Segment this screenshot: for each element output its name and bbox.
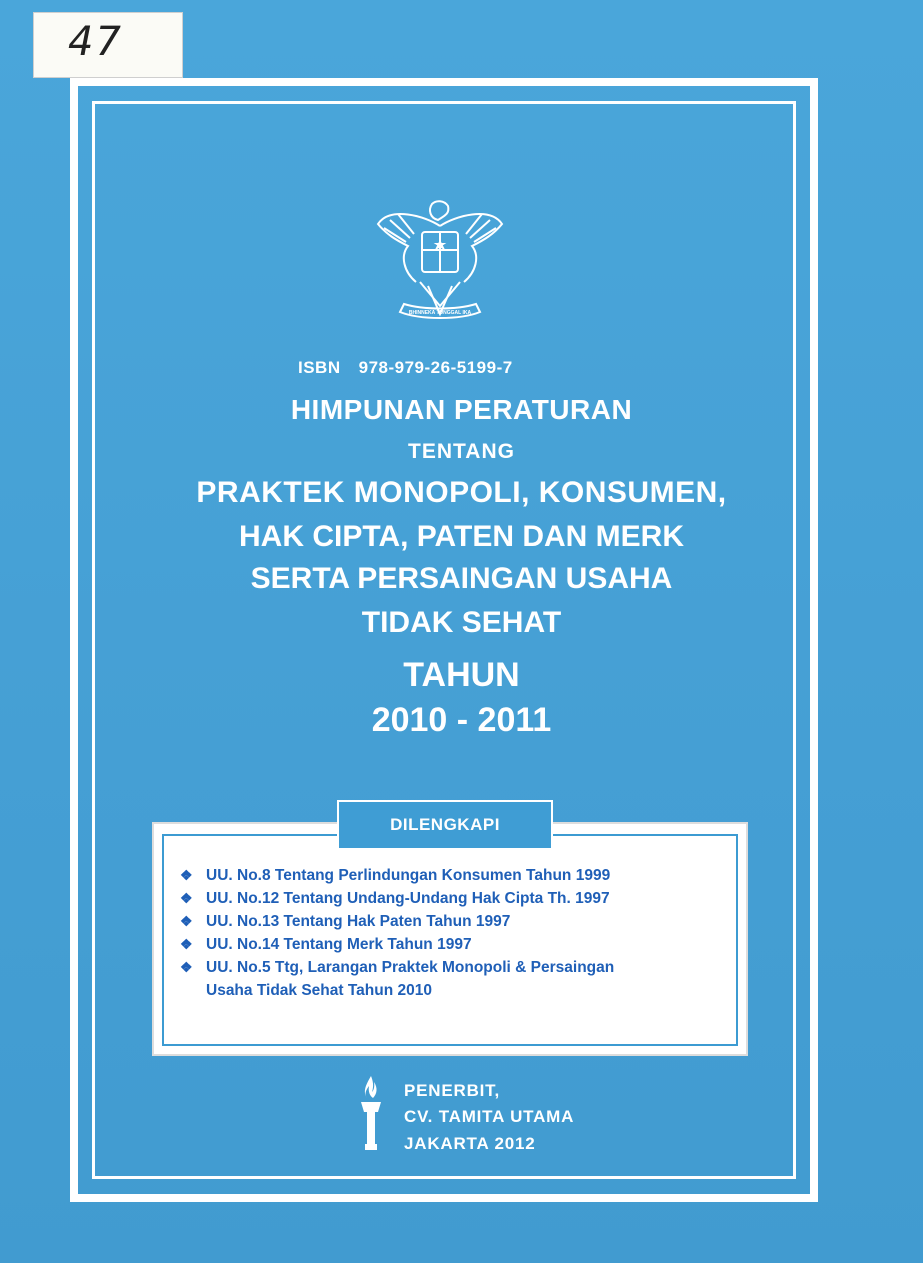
garuda-emblem-icon bbox=[370, 186, 510, 332]
dilengkapi-list bbox=[178, 864, 738, 1002]
publisher-label: PENERBIT, bbox=[404, 1081, 500, 1100]
dilengkapi-tab bbox=[337, 800, 553, 850]
title-line-3: PRAKTEK MONOPOLI, KONSUMEN, bbox=[196, 476, 727, 509]
diamond-bullet-icon: ❖ bbox=[180, 959, 193, 975]
dilengkapi-heading: DILENGKAPI bbox=[390, 815, 500, 834]
publisher-place-year: JAKARTA 2012 bbox=[404, 1134, 536, 1153]
diamond-bullet-icon: ❖ bbox=[180, 936, 193, 952]
isbn-prefix: ISBN bbox=[298, 358, 341, 377]
publisher-name: CV. TAMITA UTAMA bbox=[404, 1107, 575, 1126]
year-label: TAHUN bbox=[403, 656, 520, 694]
list-item-text: UU. No.14 Tentang Merk Tahun 1997 bbox=[206, 936, 472, 953]
list-item bbox=[178, 887, 738, 910]
torch-icon bbox=[356, 1074, 386, 1152]
list-item bbox=[178, 933, 738, 956]
list-item-continuation: Usaha Tidak Sehat Tahun 2010 bbox=[206, 982, 432, 999]
list-item bbox=[178, 864, 738, 887]
title-line-5: SERTA PERSAINGAN USAHA bbox=[250, 562, 673, 595]
title-line-1: HIMPUNAN PERATURAN bbox=[290, 394, 633, 425]
list-item bbox=[178, 956, 738, 979]
title-line-2: TENTANG bbox=[408, 440, 515, 463]
isbn-line bbox=[298, 358, 513, 378]
year-range: 2010 - 2011 bbox=[371, 701, 552, 739]
list-item bbox=[178, 910, 738, 933]
list-item-text: UU. No.5 Ttg, Larangan Praktek Monopoli & Persaingan bbox=[206, 959, 615, 976]
label-number: 47 bbox=[68, 19, 123, 65]
library-label bbox=[33, 12, 183, 78]
list-item-text: UU. No.13 Tentang Hak Paten Tahun 1997 bbox=[206, 913, 511, 930]
list-item-text: UU. No.8 Tentang Perlindungan Konsumen Tahun 1999 bbox=[206, 867, 611, 884]
diamond-bullet-icon: ❖ bbox=[180, 913, 193, 929]
diamond-bullet-icon: ❖ bbox=[180, 890, 193, 906]
diamond-bullet-icon: ❖ bbox=[180, 867, 193, 883]
title-line-4: HAK CIPTA, PATEN DAN MERK bbox=[239, 520, 684, 553]
isbn-number: 978-979-26-5199-7 bbox=[358, 358, 513, 377]
list-item-text: UU. No.12 Tentang Undang-Undang Hak Cipta Th. 1997 bbox=[206, 890, 610, 907]
title-line-6: TIDAK SEHAT bbox=[361, 606, 562, 639]
emblem-motto: BHINNEKA TUNGGAL IKA bbox=[408, 310, 472, 316]
